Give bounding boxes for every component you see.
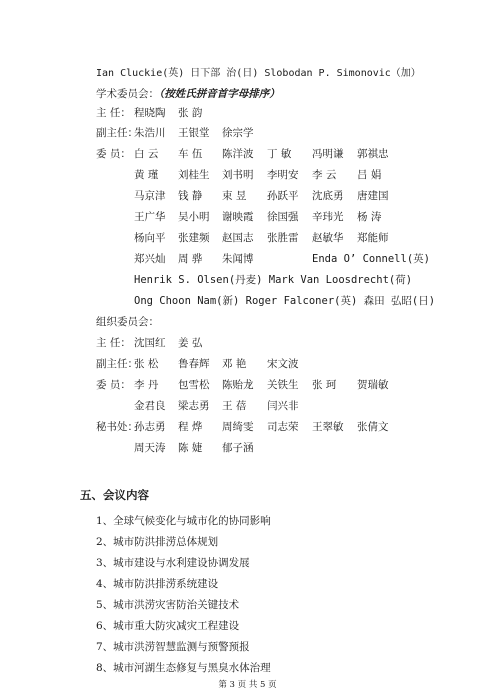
- intl-member-row: Henrik S. Olsen(丹麦) Mark Van Loosdrecht(荷): [134, 274, 413, 286]
- academic-committee-title: [96, 87, 280, 101]
- academic-deputy-name: 徐宗学: [222, 127, 254, 139]
- page-footer: 第 3 页 共 5 页: [218, 680, 277, 690]
- academic-director-label: 主 任：: [96, 107, 131, 119]
- secretariat-name: 孙志勇: [134, 421, 166, 433]
- member-name: 赵国志: [222, 232, 254, 244]
- member-name: 徐国强: [267, 211, 299, 223]
- topic-item: 6、城市重大防灾减灾工程建设: [96, 620, 240, 632]
- member-name: 周 骅: [178, 253, 203, 265]
- member-name: 黄 瑾: [134, 169, 159, 181]
- member-name: 丁 敏: [267, 148, 292, 160]
- secretariat-name: 张倩文: [357, 421, 389, 433]
- academic-committee-label: 学术委员会：: [96, 88, 159, 100]
- member-name: 王 蓓: [222, 400, 247, 412]
- secretariat-name: 周天涛: [134, 442, 166, 454]
- member-name: 李明安: [267, 169, 299, 181]
- member-name: 金君良: [134, 400, 166, 412]
- organizing-deputy-name: 鲁春辉: [178, 358, 210, 370]
- academic-deputy-label: 副主任：: [96, 127, 138, 139]
- member-name: 车 伍: [178, 148, 203, 160]
- secretariat-name: 程 烨: [178, 421, 203, 433]
- member-name: 关铁生: [267, 379, 299, 391]
- member-name: 吴小明: [178, 211, 210, 223]
- secretariat-name: 司志荣: [267, 421, 299, 433]
- member-name: 白 云: [134, 148, 159, 160]
- member-name: 吕 娟: [357, 169, 382, 181]
- member-name: 李 云: [312, 169, 337, 181]
- member-name: 辛玮光: [312, 211, 344, 223]
- member-name: 唐建国: [357, 190, 389, 202]
- organizing-deputy-name: 宋文波: [267, 358, 299, 370]
- organizing-committee-title: 组织委员会：: [96, 316, 159, 328]
- secretariat-label: 秘书处：: [96, 421, 138, 433]
- member-name: 包雪松: [178, 379, 210, 391]
- member-name: 杨 涛: [357, 211, 382, 223]
- member-name: 贺瑞敏: [357, 379, 389, 391]
- academic-director-name: 张 韵: [178, 107, 203, 119]
- organizing-deputy-name: 邓 艳: [222, 358, 247, 370]
- academic-deputy-name: 王银堂: [178, 127, 210, 139]
- member-name: 王广华: [134, 211, 166, 223]
- member-name: 郑兴灿: [134, 253, 166, 265]
- member-name: 李 丹: [134, 379, 159, 391]
- member-name: 张 珂: [312, 379, 337, 391]
- academic-members-label: 委 员：: [96, 148, 131, 160]
- section-heading: 五、会议内容: [80, 488, 149, 502]
- topic-item: 1、全球气候变化与城市化的协同影响: [96, 515, 271, 527]
- member-name: 刘书明: [222, 169, 254, 181]
- member-name: 陈贻龙: [222, 379, 254, 391]
- organizing-director-name: 沈国红: [134, 337, 166, 349]
- organizing-director-label: 主 任：: [96, 337, 131, 349]
- topic-item: 2、城市防洪排涝总体规划: [96, 536, 219, 548]
- topic-item: 4、城市防洪排涝系统建设: [96, 578, 219, 590]
- member-name: 张胜雷: [267, 232, 299, 244]
- academic-director-name: 程晓陶: [134, 107, 166, 119]
- intl-member-row6: Enda O’ Connell(英): [312, 253, 430, 265]
- member-name: 沈底勇: [312, 190, 344, 202]
- member-name: 钱 静: [178, 190, 203, 202]
- member-name: 闫兴非: [267, 400, 299, 412]
- member-name: 郑能师: [357, 232, 389, 244]
- member-name: 刘桂生: [178, 169, 210, 181]
- topic-item: 8、城市河湖生态修复与黑臭水体治理: [96, 662, 271, 674]
- member-name: 束 昱: [222, 190, 247, 202]
- organizing-members-label: 委 员：: [96, 379, 131, 391]
- topic-item: 7、城市洪涝智慧监测与预警预报: [96, 641, 250, 653]
- member-name: 赵敏华: [312, 232, 344, 244]
- member-name: 陈洋波: [222, 148, 254, 160]
- member-name: 杨向平: [134, 232, 166, 244]
- member-name: 谢映霞: [222, 211, 254, 223]
- member-name: 孙跃平: [267, 190, 299, 202]
- secretariat-name: 郁子涵: [222, 442, 254, 454]
- international-experts-line: Ian Cluckie(英) 日下部 治(日) Slobodan P. Simonovic（加）: [96, 68, 421, 79]
- member-name: 冯明谦: [312, 148, 344, 160]
- topic-item: 5、城市洪涝灾害防治关键技术: [96, 599, 240, 611]
- academic-deputy-name: 朱浩川: [134, 127, 166, 139]
- member-name: 张建频: [178, 232, 210, 244]
- secretariat-name: 王翠敏: [312, 421, 344, 433]
- member-name: 马京津: [134, 190, 166, 202]
- intl-member-row: Ong Choon Nam(新) Roger Falconer(英) 森田 弘昭(日): [134, 295, 436, 307]
- secretariat-name: 周绮雯: [222, 421, 254, 433]
- organizing-director-name: 姜 弘: [178, 337, 203, 349]
- organizing-deputy-label: 副主任：: [96, 358, 138, 370]
- sort-note: （按姓氏拼音首字母排序）: [159, 88, 280, 100]
- member-name: 梁志勇: [178, 400, 210, 412]
- organizing-deputy-name: 张 松: [134, 358, 159, 370]
- member-name: 郭祺忠: [357, 148, 389, 160]
- topic-item: 3、城市建设与水利建设协调发展: [96, 557, 250, 569]
- secretariat-name: 陈 婕: [178, 442, 203, 454]
- member-name: 朱闻博: [222, 253, 254, 265]
